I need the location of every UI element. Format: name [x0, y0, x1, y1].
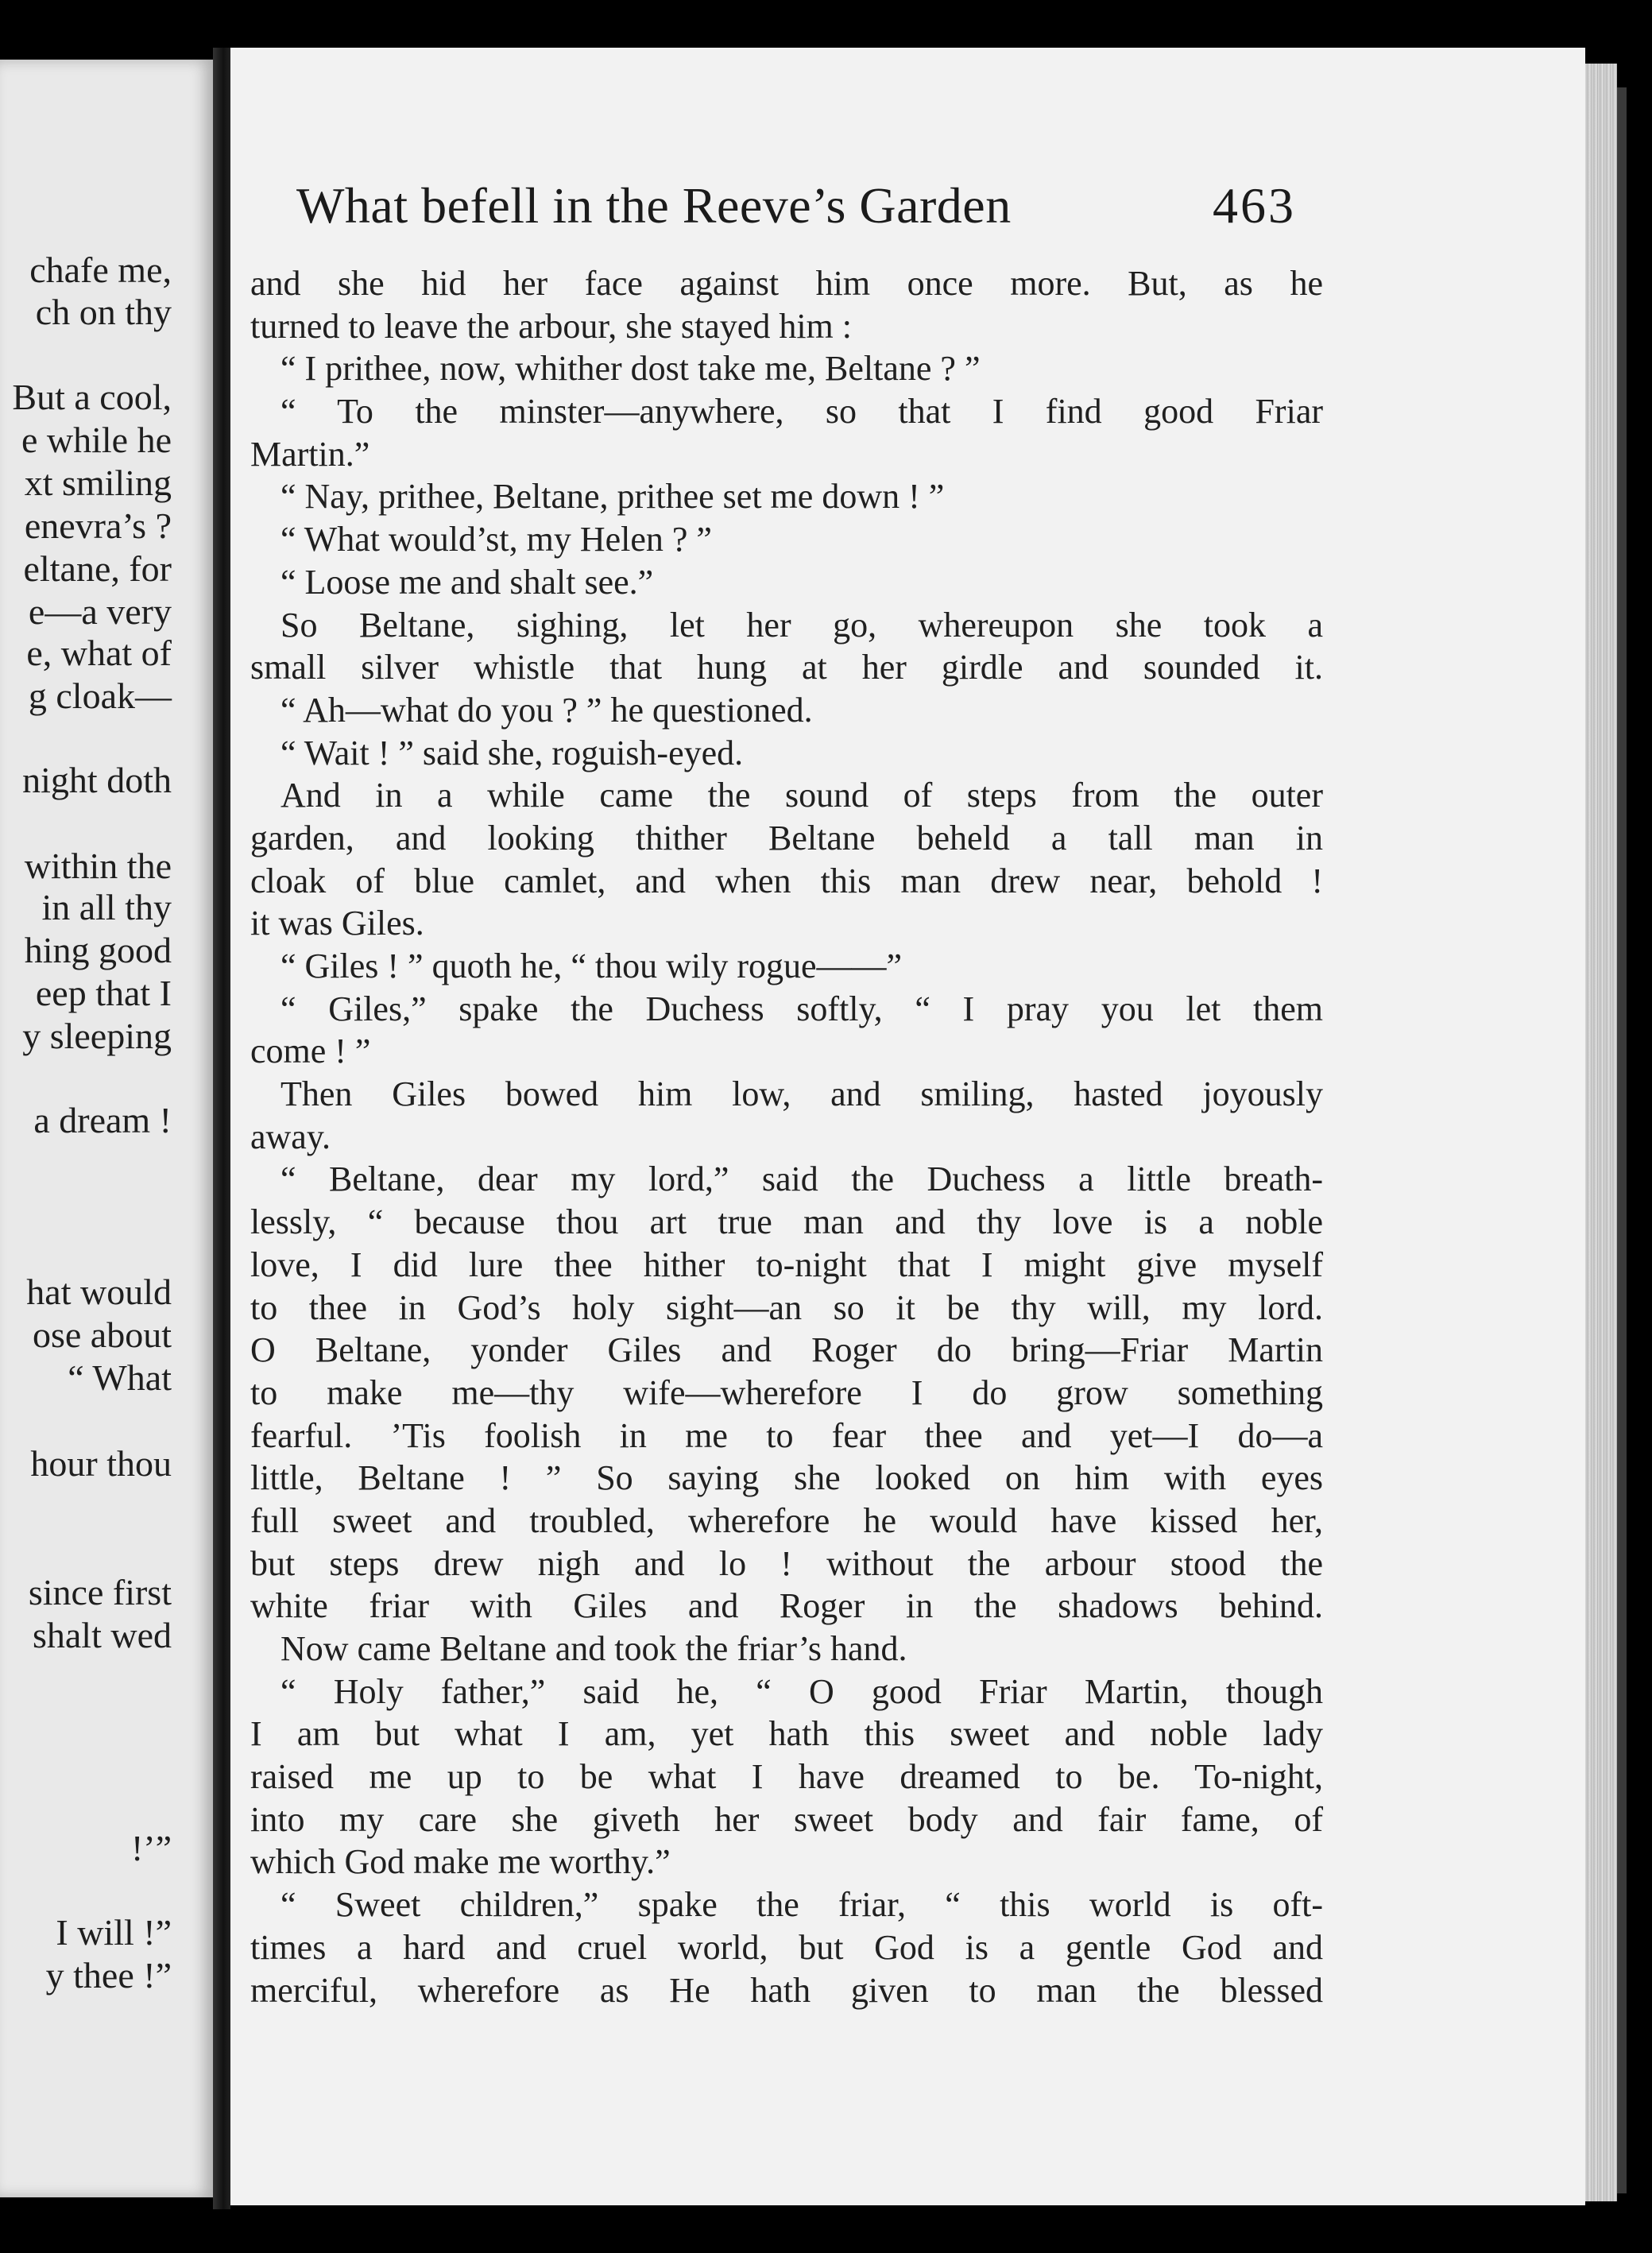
- text-line: it was Giles.: [250, 904, 424, 943]
- text-line: into my care she giveth her sweet body and fair fame, of: [250, 1799, 1323, 1839]
- text-line: times a hard and cruel world, but God is a gentle God and: [250, 1927, 1323, 1967]
- left-page-line: ch on thy: [35, 292, 172, 332]
- left-page-line: within the: [24, 846, 172, 886]
- text-line: “ To the minster—anywhere, so that I find good Friar: [280, 392, 1323, 432]
- book-gutter: [213, 48, 230, 2209]
- text-line: “ I prithee, now, whither dost take me, Beltane ? ”: [280, 349, 981, 389]
- text-line: garden, and looking thither Beltane beheld a tall man in: [250, 818, 1323, 857]
- left-page-line: a dream !: [33, 1100, 172, 1140]
- left-page-line: hat would: [26, 1272, 172, 1312]
- text-line: O Beltane, yonder Giles and Roger do bring—Friar Martin: [250, 1330, 1323, 1370]
- text-line: raised me up to be what I have dreamed to be. To-night,: [250, 1757, 1323, 1797]
- left-page-line: e while he: [21, 420, 172, 460]
- left-page-line: ose about: [32, 1314, 172, 1355]
- text-line: “ Giles ! ” quoth he, “ thou wily rogue——”: [280, 946, 903, 985]
- text-line: Now came Beltane and took the friar’s hand.: [280, 1629, 907, 1668]
- text-line: I am but what I am, yet hath this sweet and noble lady: [250, 1714, 1323, 1754]
- text-line: “ What would’st, my Helen ? ”: [280, 520, 712, 559]
- book-cover-edge: [1617, 87, 1627, 2193]
- text-line: turned to leave the arbour, she stayed him :: [250, 306, 853, 346]
- left-page-line: night doth: [22, 760, 172, 800]
- left-page-line: y thee !”: [45, 1955, 172, 1996]
- text-line: “ Ah—what do you ? ” he questioned.: [280, 690, 813, 730]
- left-page-line: e, what of: [26, 633, 172, 673]
- text-line: white friar with Giles and Roger in the shadows behind.: [250, 1586, 1323, 1626]
- left-page-line: But a cool,: [12, 377, 172, 417]
- left-page-line: e—a very: [28, 591, 172, 632]
- left-page-line: eep that I: [35, 973, 172, 1013]
- left-page-line: xt smiling: [24, 463, 172, 503]
- text-line: merciful, wherefore as He hath given to man the blessed: [250, 1970, 1323, 2010]
- text-line: So Beltane, sighing, let her go, whereupon she took a: [280, 605, 1323, 645]
- text-line: Martin.”: [250, 434, 370, 474]
- text-line: but steps drew nigh and lo ! without the arbour stood the: [250, 1543, 1323, 1583]
- text-line: away.: [250, 1117, 331, 1156]
- text-line: lessly, “ because thou art true man and thy love is a noble: [250, 1202, 1323, 1242]
- text-line: “ Holy father,” said he, “ O good Friar Martin, though: [280, 1671, 1323, 1711]
- left-page-line: !’”: [130, 1828, 172, 1868]
- left-page-line: hing good: [24, 930, 172, 970]
- text-line: full sweet and troubled, wherefore he would have kissed her,: [250, 1500, 1323, 1540]
- page-edges: [1585, 64, 1617, 2201]
- text-line: love, I did lure thee hither to-night that I might give myself: [250, 1245, 1323, 1284]
- text-line: “ Beltane, dear my lord,” said the Duchess a little breath-: [280, 1159, 1323, 1199]
- text-line: to thee in God’s holy sight—an so it be thy will, my lord.: [250, 1287, 1323, 1327]
- left-page-line: g cloak—: [28, 676, 172, 716]
- left-page-line: chafe me,: [29, 250, 172, 290]
- left-page-line: shalt wed: [32, 1615, 172, 1655]
- left-page-line: I will !”: [56, 1912, 172, 1953]
- text-line: Then Giles bowed him low, and smiling, hasted joyously: [280, 1074, 1323, 1114]
- left-page-line: in all thy: [41, 887, 172, 927]
- left-page: [0, 60, 213, 2197]
- text-line: “ Giles,” spake the Duchess softly, “ I pray you let them: [280, 989, 1323, 1028]
- text-line: “ Sweet children,” spake the friar, “ this world is oft-: [280, 1885, 1323, 1925]
- left-page-line: eltane, for: [23, 548, 172, 589]
- text-line: And in a while came the sound of steps from the outer: [280, 776, 1323, 815]
- left-page-line: enevra’s ?: [24, 505, 172, 546]
- running-head: What befell in the Reeve’s Garden: [296, 177, 1012, 234]
- text-line: which God make me worthy.”: [250, 1842, 671, 1882]
- text-line: small silver whistle that hung at her girdle and sounded it.: [250, 648, 1323, 687]
- text-line: little, Beltane ! ” So saying she looked on him with eyes: [250, 1458, 1323, 1498]
- text-line: “ Wait ! ” said she, roguish-eyed.: [280, 733, 744, 772]
- page-number: 463: [1213, 177, 1296, 234]
- left-page-line: “ What: [68, 1357, 172, 1398]
- text-line: “ Loose me and shalt see.”: [280, 562, 654, 602]
- text-line: fearful. ’Tis foolish in me to fear thee and yet—I do—a: [250, 1415, 1323, 1455]
- text-line: “ Nay, prithee, Beltane, prithee set me down ! ”: [280, 477, 945, 517]
- text-line: come ! ”: [250, 1032, 371, 1071]
- text-line: and she hid her face against him once more. But, as he: [250, 264, 1323, 303]
- left-page-line: y sleeping: [22, 1016, 172, 1056]
- text-line: cloak of blue camlet, and when this man drew near, behold !: [250, 861, 1323, 900]
- left-page-line: since first: [28, 1572, 172, 1612]
- text-line: to make me—thy wife—wherefore I do grow something: [250, 1372, 1323, 1412]
- body-text: [250, 262, 1323, 2011]
- left-page-line: hour thou: [30, 1443, 172, 1484]
